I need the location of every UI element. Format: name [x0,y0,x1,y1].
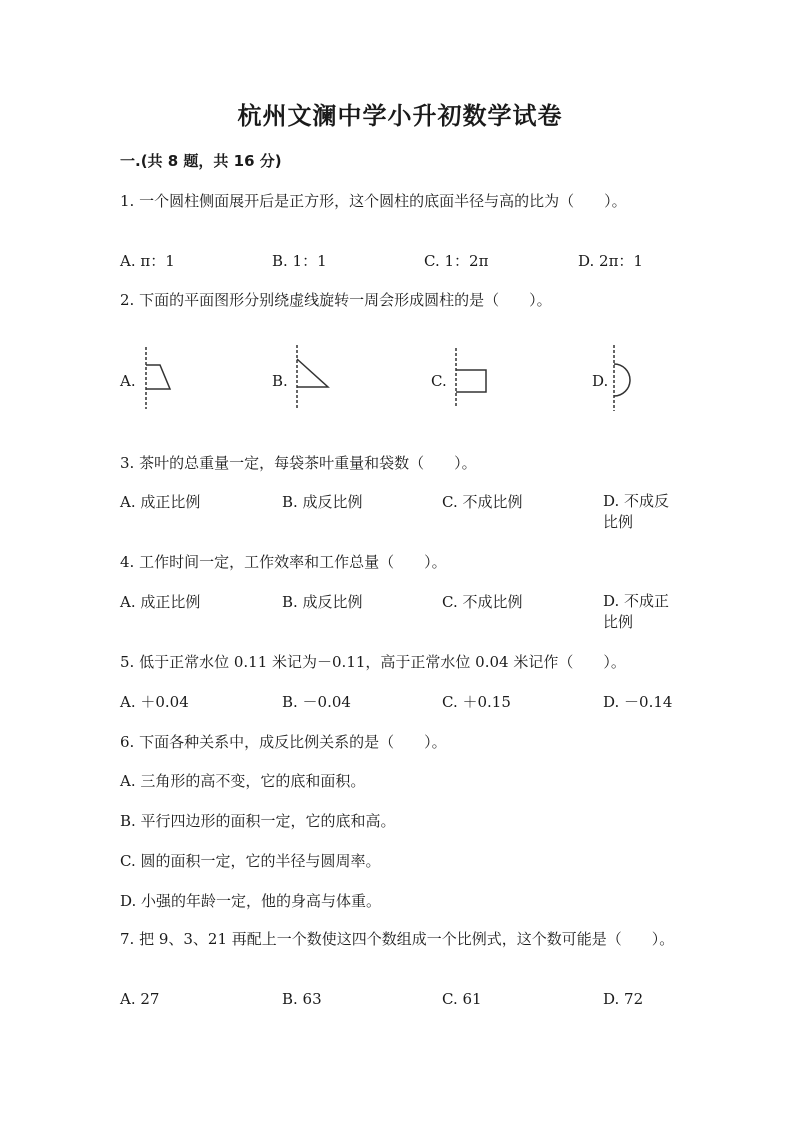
question-7-stem: 7. 把 9、3、21 再配上一个数使这四个数组成一个比例式，这个数可能是（ ）。 [120,930,675,948]
question-4-option-a: A. 成正比例 [120,593,201,611]
question-1-option-d: D. 2π：1 [578,252,643,270]
question-6-option-c: C. 圆的面积一定，它的半径与圆周率。 [120,852,381,870]
question-5-stem: 5. 低于正常水位 0.11 米记为－0.11，高于正常水位 0.04 米记作（ ）。 [120,653,626,671]
question-7-option-c: C. 61 [442,990,482,1008]
question-7-option-d: D. 72 [603,990,644,1008]
question-2-option-c: C. [431,372,447,390]
question-1-option-c: C. 1：2π [424,252,489,270]
question-3-option-a: A. 成正比例 [120,493,201,511]
question-4-stem: 4. 工作时间一定，工作效率和工作总量（ ）。 [120,553,447,571]
question-5-option-d: D. －0.14 [603,693,673,711]
question-6-stem: 6. 下面各种关系中，成反比例关系的是（ ）。 [120,733,447,751]
question-2-option-d: D. [592,372,609,390]
question-2-stem: 2. 下面的平面图形分别绕虚线旋转一周会形成圆柱的是（ ）。 [120,291,552,309]
question-7-option-a: A. 27 [120,990,160,1008]
section-heading: 一.(共 8 题，共 16 分) [120,152,282,170]
question-1-option-a: A. π：1 [120,252,175,270]
question-3-option-c: C. 不成比例 [442,493,523,511]
question-4-option-c: C. 不成比例 [442,593,523,611]
page-title: 杭州文澜中学小升初数学试卷 [237,102,563,130]
question-3-stem: 3. 茶叶的总重量一定，每袋茶叶重量和袋数（ ）。 [120,454,477,472]
question-1-option-b: B. 1：1 [272,252,327,270]
trapezoid-figure [138,345,178,411]
rectangle-figure [448,346,490,410]
semicircle-figure [606,343,640,413]
question-1-stem: 1. 一个圆柱侧面展开后是正方形，这个圆柱的底面半径与高的比为（ ）。 [120,192,627,210]
question-3-option-d: D. 不成反比例 [603,492,670,531]
question-3-option-b: B. 成反比例 [282,493,363,511]
question-5-option-c: C. ＋0.15 [442,693,511,711]
question-2-option-b: B. [272,372,288,390]
triangle-figure [288,343,334,411]
question-4-option-b: B. 成反比例 [282,593,363,611]
question-6-option-a: A. 三角形的高不变，它的底和面积。 [120,772,366,790]
question-6-option-d: D. 小强的年龄一定，他的身高与体重。 [120,892,382,910]
question-5-option-a: A. ＋0.04 [120,693,189,711]
question-2-option-a: A. [120,372,136,390]
question-6-option-b: B. 平行四边形的面积一定，它的底和高。 [120,812,396,830]
question-5-option-b: B. －0.04 [282,693,351,711]
question-7-option-b: B. 63 [282,990,322,1008]
question-4-option-d: D. 不成正比例 [603,592,670,631]
